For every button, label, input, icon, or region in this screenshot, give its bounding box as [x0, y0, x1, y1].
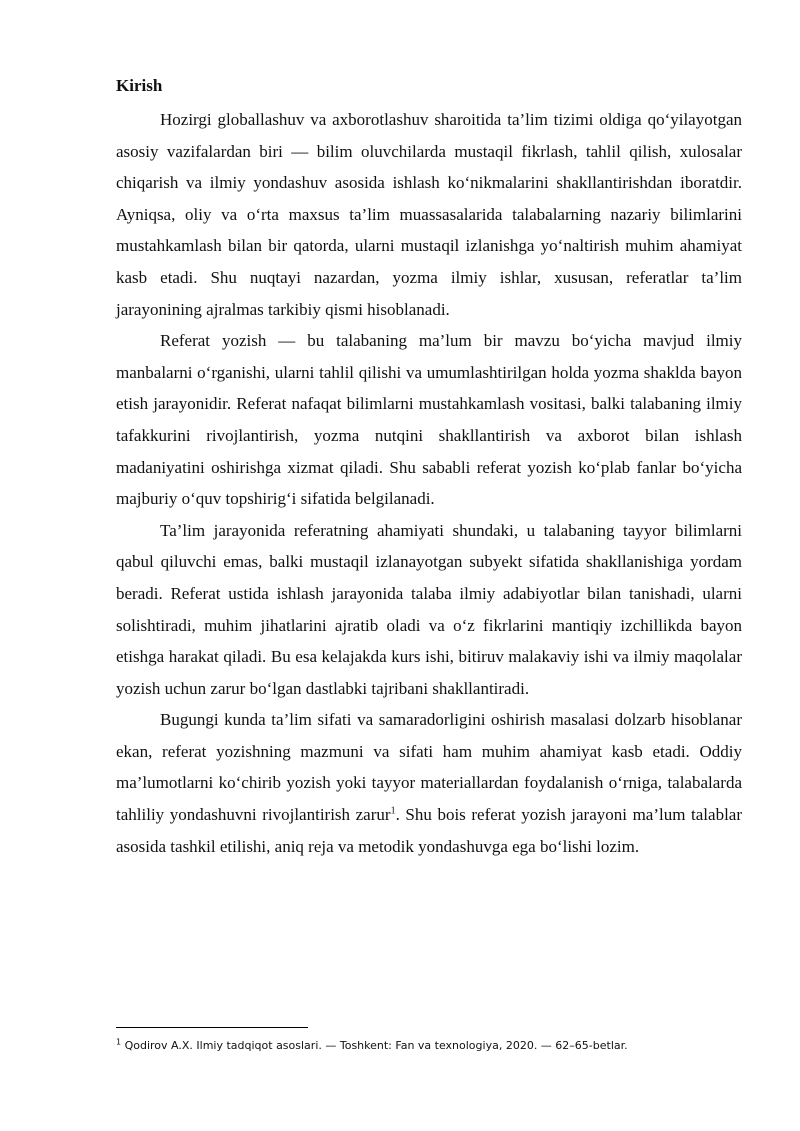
footnote — [116, 1038, 742, 1054]
paragraph-4 — [116, 704, 742, 862]
paragraph-3: Ta’lim jarayonida referatning ahamiyati shundaki, u talabaning tayyor bilimlarni qabul qiluvchi emas, balki mustaqil izlanayotgan subyekt sifatida shakllanishiga yordam beradi. Referat ustida ishlash jarayonida talaba ilmiy adabiyotlar bilan tanishadi, ularni solishtiradi, muhim jihatlarini ajratib oladi va o‘z fikrlarini mantiqiy izchillikda bayon etishga harakat qiladi. Bu esa kelajakda kurs ishi, bitiruv malakaviy ishi va ilmiy maqolalar yozish uchun zarur bo‘lgan dastlabki tajribani shakllantiradi. — [116, 520, 742, 698]
paragraph-2: Referat yozish — bu talabaning ma’lum bir mavzu bo‘yicha mavjud ilmiy manbalarni o‘rganishi, ularni tahlil qilishi va umumlashtirilgan holda yozma shaklda bayon etish jarayonidir. Referat nafaqat bilimlarni mustahkamlash vositasi, balki talabaning ilmiy tafakkurini rivojlantirish, yozma nutqini shakllantirish va axborot bilan ishlash madaniyatini oshirishga xizmat qiladi. Shu sababli referat yozish ko‘plab fanlar bo‘yicha majburiy o‘quv topshirig‘i sifatida belgilanadi. — [116, 331, 742, 509]
footnote-reference: 1 — [390, 805, 396, 817]
section-heading: Kirish — [116, 76, 163, 95]
paragraph-1: Hozirgi globallashuv va axborotlashuv sharoitida ta’lim tizimi oldiga qo‘yilayotgan asosiy vazifalardan biri — bilim oluvchilarda mustaqil fikrlash, tahlil qilish, xulosalar chiqarish va ilmiy yondashuv asosida ishlash ko‘nikmalarini shakllantirishdan iboratdir. Ayniqsa, oliy va o‘rta maxsus ta’lim muassasalarida talabalarning nazariy bilimlarini mustahkamlash bilan bir qatorda, ularni mustaqil izlanishga yo‘naltirish muhim ahamiyat kasb etadi. Shu nuqtayi nazardan, yozma ilmiy ishlar, xususan, referatlar ta’lim jarayonining ajralmas tarkibiy qismi hisoblanadi. — [116, 110, 742, 319]
footnote-separator — [116, 1027, 308, 1028]
paragraph-4-text-after-ref: . Shu bois referat yozish jarayoni ma’lum talablar asosida tashkil etilishi, aniq reja va metodik yondashuvga ega bo‘lishi lozim. — [116, 805, 743, 856]
footnote-text: Qodirov A.X. Ilmiy tadqiqot asoslari. — Toshkent: Fan va texnologiya, 2020. — 62–65-betlar. — [121, 1039, 628, 1052]
document-body — [116, 72, 742, 862]
paragraph-4-text-before-ref: Bugungi kunda ta’lim sifati va samaradorligini oshirish masalasi dolzarb hisoblanar ekan, referat yozishning mazmuni va sifati ham muhim ahamiyat kasb etadi. Oddiy ma’lumotlarni ko‘chirib yozish yoki tayyor materiallardan foydalanish o‘rniga, talabalarda tahliliy yondashuvni rivojlantirish zarur — [116, 710, 742, 825]
footnote-number: 1 — [116, 1037, 122, 1047]
